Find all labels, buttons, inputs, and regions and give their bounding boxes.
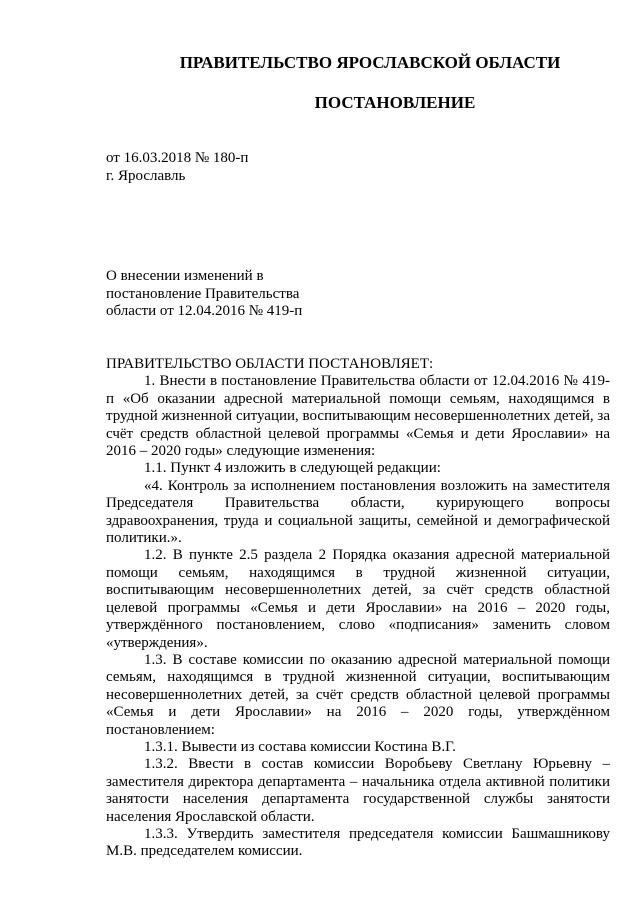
- subject-line: О внесении изменений в: [106, 268, 264, 284]
- decree-body: [106, 356, 610, 861]
- paragraph-1-1-quote: «4. Контроль за исполнением постановления возложить на заместителя Председателя Правительства области, курирующего вопросы здравоохранения, труда и социальной защиты, семейной и демографической политики.».: [106, 477, 610, 547]
- city-line: г. Ярославль: [106, 168, 186, 184]
- date-number-line: от 16.03.2018 № 180-п: [106, 150, 249, 166]
- document-type-title: ПОСТАНОВЛЕНИЕ: [314, 93, 476, 112]
- paragraph-1-1: 1.1. Пункт 4 изложить в следующей редакции:: [144, 460, 441, 477]
- paragraph-1-3-2: 1.3.2. Ввести в состав комиссии Воробьеву Светлану Юрьевну – заместителя директора департамента – начальника отдела активной политики занятости населения департамента государственной службы занятости населения Ярославской области.: [106, 756, 610, 825]
- government-title: ПРАВИТЕЛЬСТВО ЯРОСЛАВСКОЙ ОБЛАСТИ: [179, 53, 561, 72]
- paragraph-1-3-3: 1.3.3. Утвердить заместителя председателя комиссии Башмашникову М.В. председателем комиссии.: [106, 825, 610, 860]
- paragraph-1-2: 1.2. В пункте 2.5 раздела 2 Порядка оказания адресной материальной помощи семьям, находящимся в трудной жизненной ситуации, воспитывающим несовершеннолетних детей, за счёт средств областной целевой программы «Семья и дети Ярославии» на 2016 – 2020 годы, утверждённого постановлением, слово «подписания» заменить словом «утверждения».: [106, 547, 610, 651]
- paragraph-1-3-1: 1.3.1. Вывести из состава комиссии Костина В.Г.: [144, 738, 456, 755]
- subject-line: области от 12.04.2016 № 419-п: [106, 303, 303, 319]
- decree-statement: ПРАВИТЕЛЬСТВО ОБЛАСТИ ПОСТАНОВЛЯЕТ:: [106, 356, 434, 372]
- subject-block: [106, 268, 302, 321]
- subject-line: постановление Правительства: [106, 285, 300, 302]
- paragraph-1: 1. Внести в постановление Правительства области от 12.04.2016 № 419-п «Об оказании адресной материальной помощи семьям, находящимся в трудной жизненной ситуации, воспитывающим несовершеннолетних детей, за счёт средств областной целевой программы «Семья и дети Ярославии» на 2016 – 2020 годы» следующие изменения:: [106, 373, 610, 460]
- paragraph-1-3: 1.3. В составе комиссии по оказанию адресной материальной помощи семьям, находящимся в трудной жизненной ситуации, воспитывающим несовершеннолетних детей, за счёт средств областной целевой программы «Семья и дети Ярославии» на 2016 – 2020 годы, утверждённом постановлением:: [106, 651, 610, 738]
